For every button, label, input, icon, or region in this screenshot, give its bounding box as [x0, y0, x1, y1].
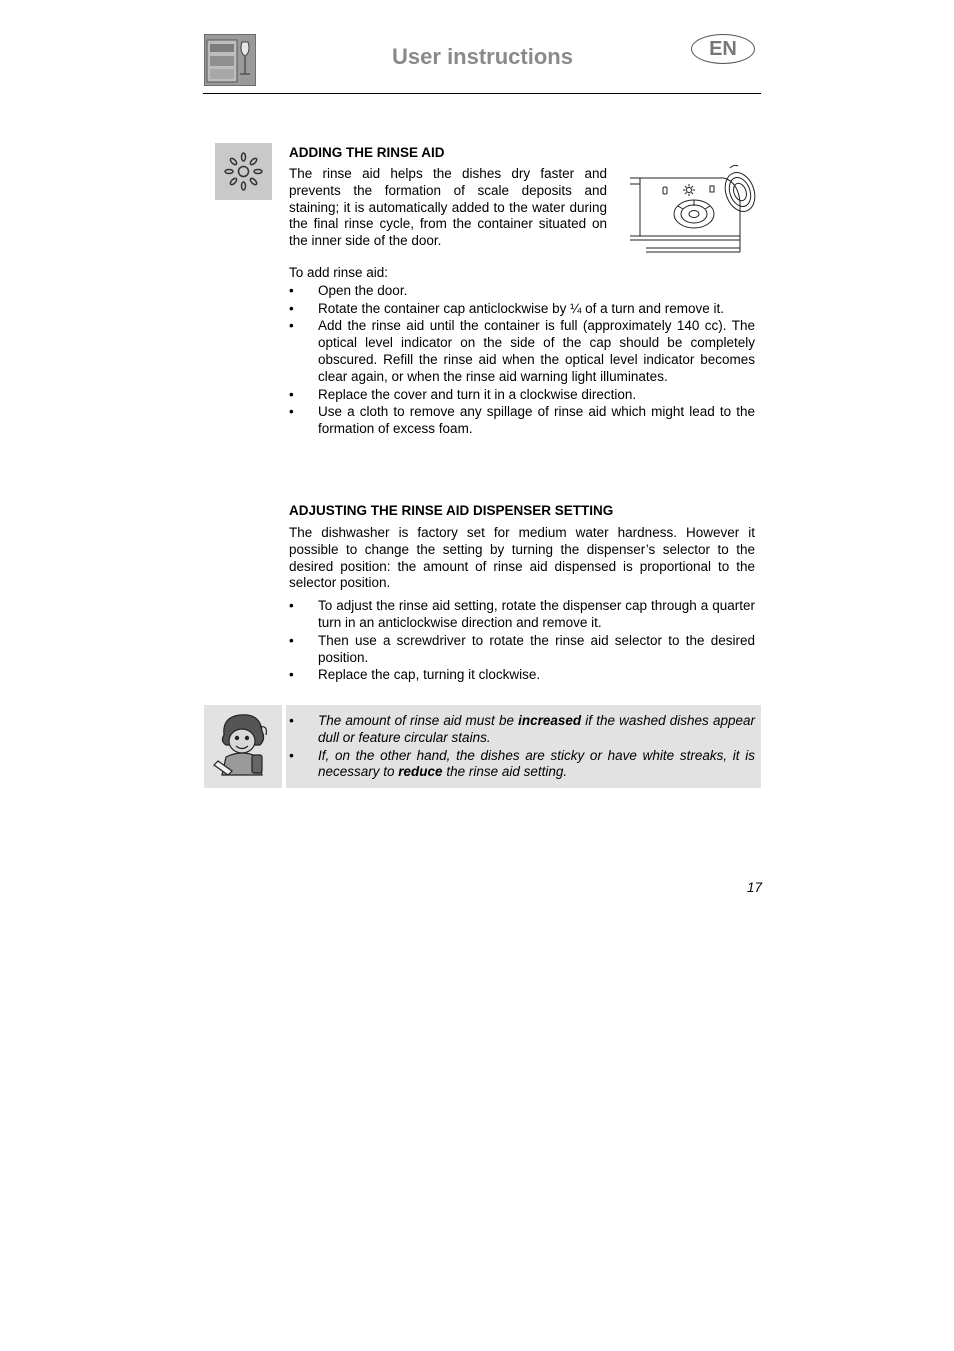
dispenser-setting-intro: The dishwasher is factory set for medium water hardness. However it possible to change the setting by turning the dispenser’s selector to the desired position: the amount of rinse aid dispensed is proportional to the selector position.: [289, 525, 755, 591]
rinse-aid-tips-box: [286, 705, 761, 788]
list-item: [289, 748, 755, 782]
section-heading-adjusting-dispenser: ADJUSTING THE RINSE AID DISPENSER SETTING: [289, 503, 614, 518]
dispenser-illustration: [628, 162, 758, 256]
tip-text: If, on the other hand, the dishes are sticky or have white streaks, it is necessary to: [318, 747, 755, 780]
list-item: • Then use a screwdriver to rotate the rinse aid selector to the desired position.: [289, 633, 755, 667]
list-item: [289, 713, 755, 747]
list-item: • Replace the cap, turning it clockwise.: [289, 667, 755, 684]
page-title: User instructions: [392, 44, 573, 69]
rinse-aid-steps: [289, 283, 755, 438]
list-item: • To adjust the rinse aid setting, rotate the dispenser cap through a quarter turn in an anticlockwise direction and remove it.: [289, 598, 755, 632]
list-item: • Rotate the container cap anticlockwise by ¼ of a turn and remove it.: [289, 301, 755, 318]
section-heading-adding-rinse-aid: ADDING THE RINSE AID: [289, 145, 445, 160]
tip-emphasis: reduce: [398, 764, 443, 780]
list-item: • Use a cloth to remove any spillage of rinse aid which might lead to the formation of excess foam.: [289, 404, 755, 438]
tip-emphasis: increased: [518, 713, 582, 728]
rinse-aid-icon: [215, 143, 272, 200]
list-item: • Open the door.: [289, 283, 755, 300]
tip-text: The amount of rinse aid must be: [318, 713, 519, 728]
tip-text: the rinse aid setting.: [442, 764, 568, 780]
dishwasher-logo-icon: [204, 34, 256, 86]
page-number: 17: [746, 880, 762, 895]
header-divider: [203, 93, 761, 94]
list-item: • Replace the cover and turn it in a clockwise direction.: [289, 387, 755, 404]
language-badge: EN: [691, 34, 755, 64]
tips-list: [289, 713, 755, 782]
note-mascot-icon: [204, 705, 282, 788]
list-item: • Add the rinse aid until the container is full (approximately 140 cc). The optical level indicator on the side of the cap should be completely obscured. Refill the rinse aid when the optical level indicator becomes clear again, or when the rinse aid warning light illuminates.: [289, 318, 755, 385]
dispenser-setting-steps: [289, 598, 755, 684]
rinse-aid-intro: The rinse aid helps the dishes dry faster and prevents the formation of scale deposits and staining; it is automatically added to the water during the final rinse cycle, from the container situated on the inner side of the door.: [289, 166, 607, 249]
rinse-aid-lead: To add rinse aid:: [289, 265, 389, 280]
tip-text: if the washed dishes appear dull or feature circular stains.: [318, 713, 755, 745]
